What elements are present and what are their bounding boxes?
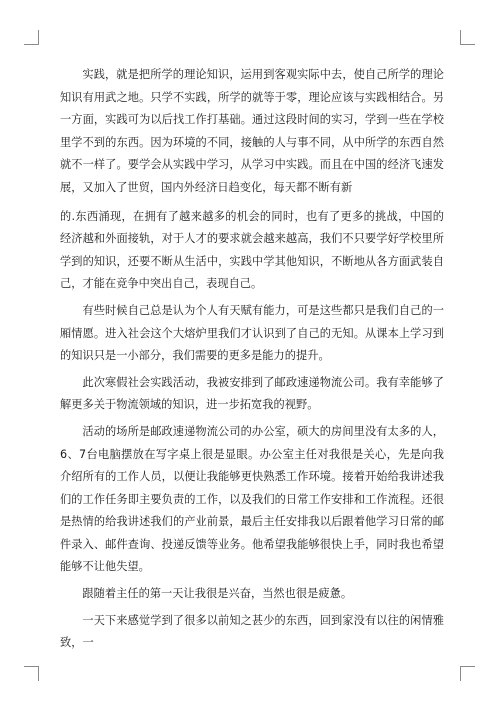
crop-mark-top-left <box>24 30 39 45</box>
crop-mark-top-right <box>460 30 475 45</box>
crop-mark-bottom-right <box>460 666 475 681</box>
paragraph: 此次寒假社会实践活动，我被安排到了邮政速递物流公司。我有幸能够了解更多关于物流领域的知识，进一步拓宽我的视野。 <box>60 375 444 412</box>
paragraph: 实践，就是把所学的理论知识，运用到客观实际中去，使自己所学的理论知识有用武之地。只学不实践，所学的就等于零，理论应该与实践相结合。另一方面，实践可为以后找工作打基础。通过这段时间的实习，学到一些在学校里学不到的东西。因为环境的不同，接触的人与事不同，从中所学的东西自然就不一样了。要学会从实践中学习，从学习中实践。而且在中国的经济飞速发展，又加入了世贸，国内外经济日趋变化，每天都不断有新 <box>60 68 444 194</box>
paragraph: 跟随着主任的第一天让我很是兴奋，当然也很是疲惫。 <box>82 587 353 601</box>
crop-mark-bottom-left <box>24 666 39 681</box>
paragraph: 一天下来感觉学到了很多以前知之甚少的东西，回到家没有以往的闲情雅致，一 <box>60 613 444 650</box>
document-body <box>60 64 444 659</box>
paragraph: 的.东西涌现，在拥有了越来越多的机会的同时，也有了更多的挑战，中国的经济越和外面接轨，对于人才的要求就会越来越高，我们不只要学好学校里所学到的知识，还要不断从生活中，实践中学其他知识，不断地从各方面武装自己，才能在竞争中突出自己，表现自己。 <box>60 209 444 291</box>
paragraph: 活动的场所是邮政速递物流公司的办公室，硕大的房间里没有太多的人，6、7台电脑摆放在写字桌上很是显眼。办公室主任对我很是关心，先是向我介绍所有的工作人员，以便让我能够更快熟悉工作环境。接着开始给我讲述我们的工作任务即主要负责的工作，以及我们的日常工作安排和工作流程。还很是热情的给我讲述我们的产业前景，最后主任安排我以后跟着他学习日常的邮件录入、邮件查询、投递反馈等业务。他希望我能够很快上手，同时我也希望能够不让他失望。 <box>60 424 444 574</box>
paragraph: 有些时候自己总是认为个人有天赋有能力，可是这些都只是我们自己的一厢情愿。进入社会这个大熔炉里我们才认识到了自己的无知。从课本上学习到的知识只是一小部分，我们需要的更多是能力的提升。 <box>60 303 444 363</box>
